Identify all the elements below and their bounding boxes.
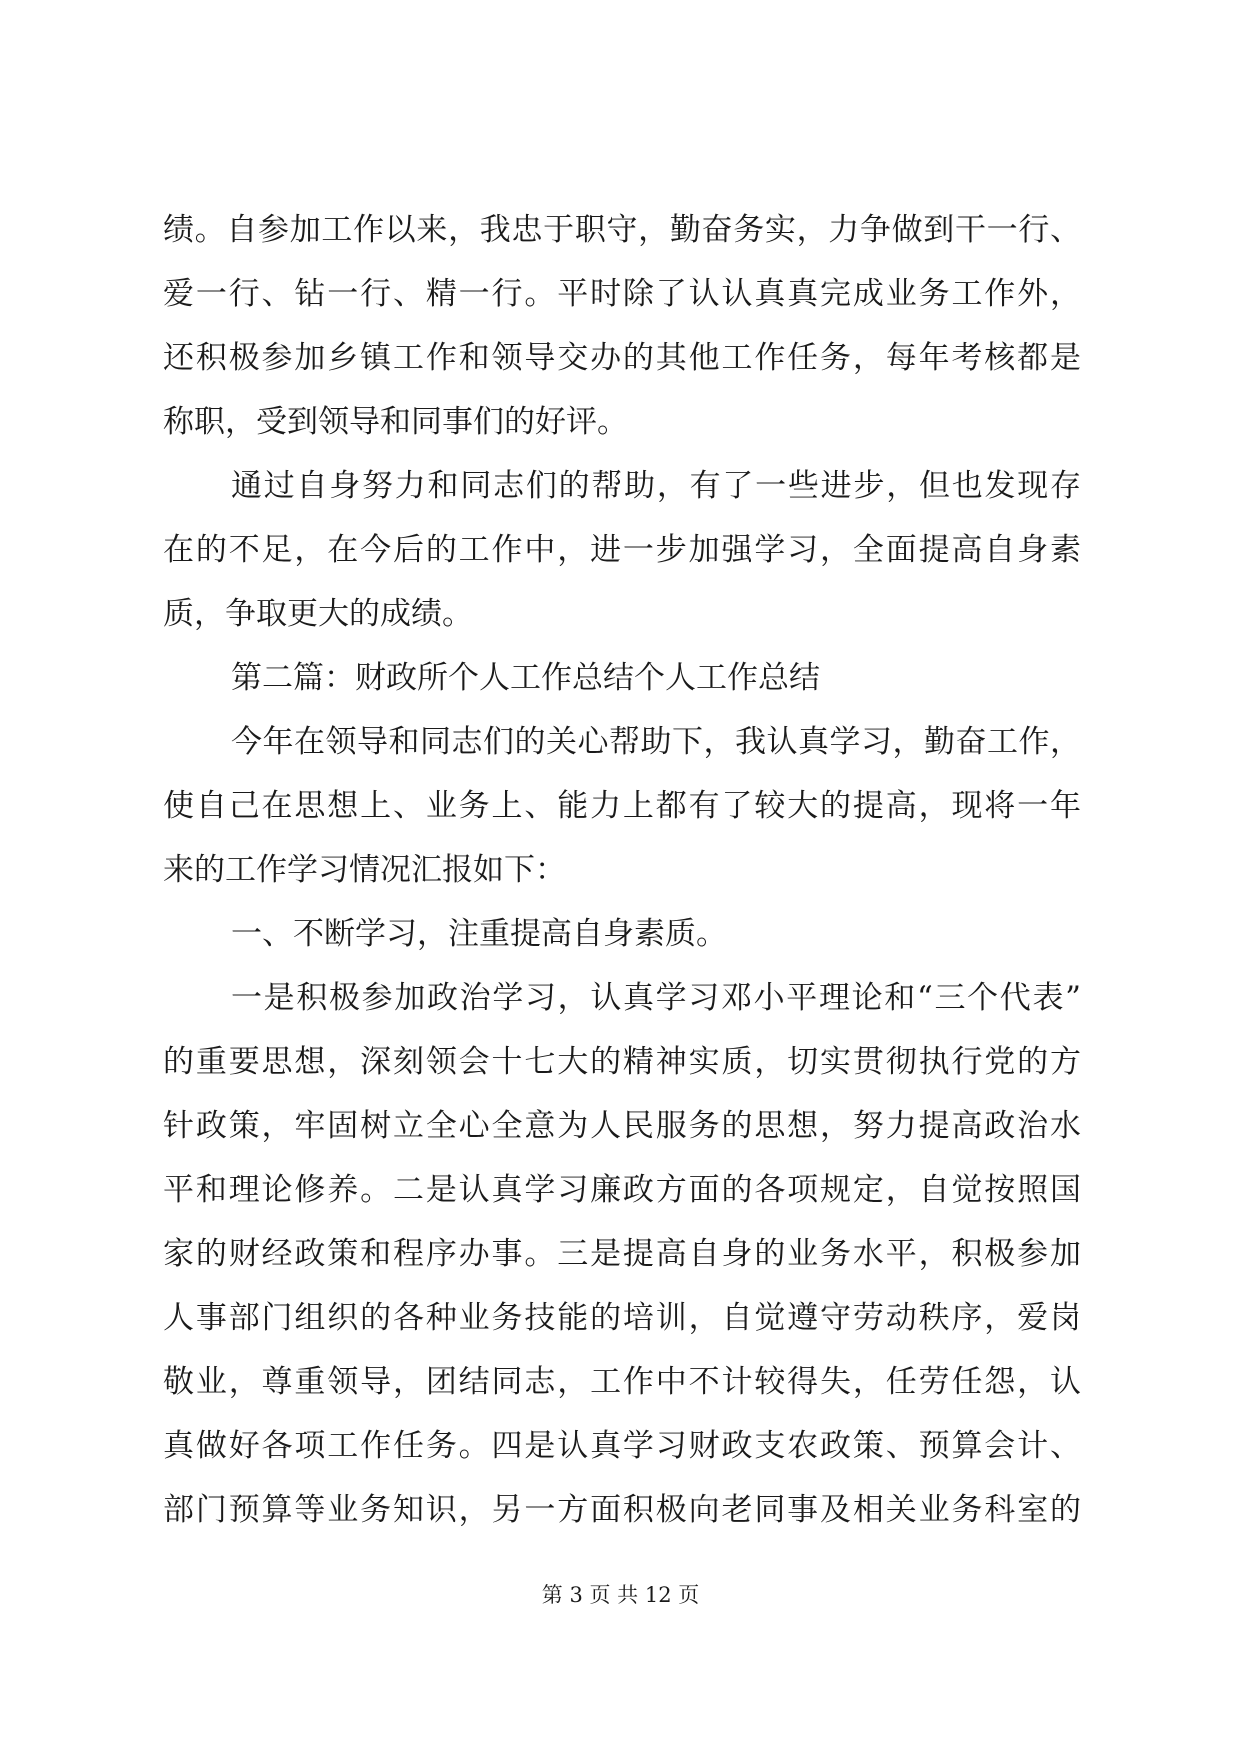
text-line: 在的不足，在今后的工作中，进一步加强学习，全面提高自身素 (163, 532, 1081, 568)
subsection-heading: 一、不断学习，注重提高自身素质。 (231, 916, 727, 952)
text-line: 来的工作学习情况汇报如下： (163, 852, 566, 888)
text-line: 家的财经政策和程序办事。三是提高自身的业务水平，积极参加 (163, 1236, 1081, 1272)
text-line: 使自己在思想上、业务上、能力上都有了较大的提高，现将一年 (163, 788, 1081, 824)
text-line: 敬业，尊重领导，团结同志，工作中不计较得失，任劳任怨，认 (163, 1364, 1081, 1400)
text-line: 部门预算等业务知识，另一方面积极向老同事及相关业务科室的 (163, 1492, 1081, 1528)
text-line: 针政策，牢固树立全心全意为人民服务的思想，努力提高政治水 (163, 1108, 1081, 1144)
text-line: 称职，受到领导和同事们的好评。 (163, 404, 628, 440)
text-line: 人事部门组织的各种业务技能的培训，自觉遵守劳动秩序，爱岗 (163, 1300, 1081, 1336)
section-heading: 第二篇：财政所个人工作总结个人工作总结 (231, 660, 820, 696)
text-line: 的重要思想，深刻领会十七大的精神实质，切实贯彻执行党的方 (163, 1044, 1081, 1080)
text-line: 质，争取更大的成绩。 (163, 596, 473, 632)
text-line: 今年在领导和同志们的关心帮助下，我认真学习，勤奋工作， (231, 724, 1081, 760)
body-text (163, 198, 1081, 1542)
text-line: 真做好各项工作任务。四是认真学习财政支农政策、预算会计、 (163, 1428, 1081, 1464)
page-footer: 第 3 页 共 12 页 (541, 1583, 700, 1607)
text-line: 通过自身努力和同志们的帮助，有了一些进步，但也发现存 (231, 468, 1081, 504)
text-line: 平和理论修养。二是认真学习廉政方面的各项规定，自觉按照国 (163, 1172, 1081, 1208)
text-line: 还积极参加乡镇工作和领导交办的其他工作任务，每年考核都是 (163, 340, 1081, 376)
text-line: 一是积极参加政治学习，认真学习邓小平理论和“三个代表” (231, 980, 1081, 1016)
text-line: 绩。自参加工作以来，我忠于职守，勤奋务实，力争做到干一行、 (163, 212, 1081, 248)
text-line: 爱一行、钻一行、精一行。平时除了认认真真完成业务工作外， (163, 276, 1081, 312)
